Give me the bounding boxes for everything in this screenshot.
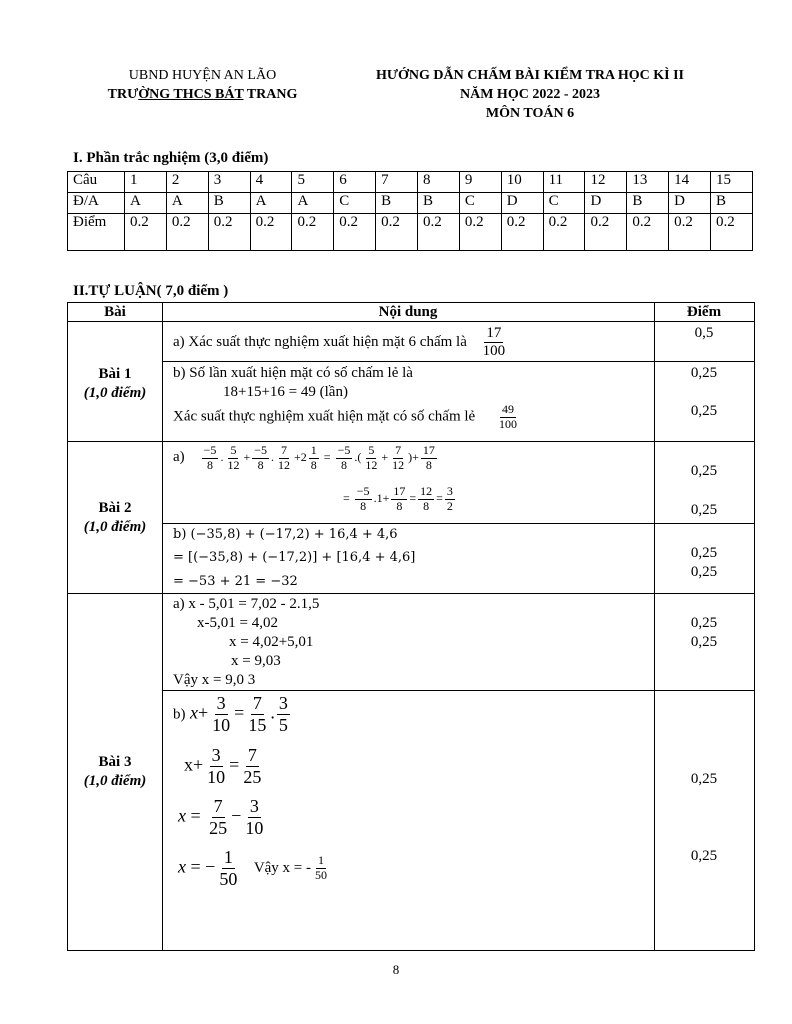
header-right bbox=[330, 66, 730, 123]
col-divider bbox=[162, 303, 163, 950]
bai3-b-line1: b) x+ $\frac{3}{10}$ = $\frac{7}{15}$ . $\frac{3}{5}$ bbox=[173, 693, 288, 735]
bai3-a-line3: x = 4,02+5,01 bbox=[229, 634, 314, 650]
bai3-a-line5: Vậy x = 9,0 3 bbox=[173, 672, 256, 688]
bai2-b-line3: = −53 + 21 = −32 bbox=[173, 574, 298, 589]
q-cell: 8 bbox=[418, 172, 460, 193]
p-cell: 0.2 bbox=[501, 214, 543, 251]
q-cell: 13 bbox=[627, 172, 669, 193]
bai3-b-line2: x+ $\frac{3}{10}$ = $\frac{7}{25}$ bbox=[184, 745, 262, 787]
essay-table bbox=[67, 302, 755, 951]
p-cell: 0.2 bbox=[669, 214, 711, 251]
bai3-a-line1: a) x - 5,01 = 7,02 - 2.1,5 bbox=[173, 596, 320, 612]
a-cell: A bbox=[250, 193, 292, 214]
q-cell: 14 bbox=[669, 172, 711, 193]
col-header-noidung: Nội dung bbox=[378, 304, 438, 320]
bai1-a-score: 0,5 bbox=[694, 325, 714, 341]
bai2-b-score1: 0,25 bbox=[690, 545, 718, 561]
row-divider bbox=[68, 441, 754, 442]
bai3-b-score2: 0,25 bbox=[690, 848, 718, 864]
bai1-b-score1: 0,25 bbox=[690, 365, 718, 381]
a-cell: D bbox=[585, 193, 627, 214]
p-cell: 0.2 bbox=[711, 214, 753, 251]
section1-title: I. Phần trắc nghiệm (3,0 điểm) bbox=[73, 150, 269, 166]
q-cell: 4 bbox=[250, 172, 292, 193]
header-right-line1: HƯỚNG DẪN CHẤM BÀI KIỂM TRA HỌC KÌ II bbox=[375, 68, 685, 83]
row-divider bbox=[162, 361, 754, 362]
p-cell: 0.2 bbox=[166, 214, 208, 251]
p-cell: 0.2 bbox=[543, 214, 585, 251]
page-number: 8 bbox=[392, 962, 400, 977]
a-cell: D bbox=[501, 193, 543, 214]
row-divider bbox=[68, 593, 754, 594]
row-divider bbox=[68, 321, 754, 322]
expr: $\frac{-5}{8}$ . $\frac{5}{12}$ + $\frac{-5}{8}$ . $\frac{7}{12}$ +2 $\frac{1}{8}$ = $\frac{-5}{8}$ .( $\frac{5}{12}$ + $\frac{7}{12}$ )+ $\frac{17}{8}$ bbox=[203, 443, 435, 472]
a-cell: B bbox=[627, 193, 669, 214]
q-cell: 12 bbox=[585, 172, 627, 193]
bai2-b-line1: b) (−35,8) + (−17,2) + 16,4 + 4,6 bbox=[173, 527, 398, 542]
row-divider bbox=[162, 690, 754, 691]
q-cell: 2 bbox=[166, 172, 208, 193]
p-cell: 0.2 bbox=[292, 214, 334, 251]
bai3-b-line3: x = $\frac{7}{25}$ − $\frac{3}{10}$ bbox=[178, 796, 264, 838]
col-header-diem: Điểm bbox=[686, 304, 722, 320]
bai3-a-line2: x-5,01 = 4,02 bbox=[197, 615, 278, 631]
p-cell: 0.2 bbox=[376, 214, 418, 251]
bai3-a-score2: 0,25 bbox=[690, 634, 718, 650]
a-cell: B bbox=[376, 193, 418, 214]
p-cell: 0.2 bbox=[459, 214, 501, 251]
q-cell: 15 bbox=[711, 172, 753, 193]
q-cell: 1 bbox=[125, 172, 167, 193]
bai1-label: Bài 1 (1,0 điểm) bbox=[83, 366, 147, 401]
a-cell: A bbox=[166, 193, 208, 214]
bai1-a: a) Xác suất thực nghiệm xuất hiện mặt 6 chấm là $\frac{17}{100}$ bbox=[173, 325, 506, 360]
fraction: $\frac{17}{100}$ bbox=[482, 325, 506, 360]
a-cell: B bbox=[208, 193, 250, 214]
a-cell: C bbox=[334, 193, 376, 214]
p-cell: 0.2 bbox=[627, 214, 669, 251]
p-cell: 0.2 bbox=[125, 214, 167, 251]
row-divider bbox=[162, 523, 754, 524]
p-cell: 0.2 bbox=[585, 214, 627, 251]
bai2-b-score2: 0,25 bbox=[690, 564, 718, 580]
bai2-a-score1: 0,25 bbox=[690, 463, 718, 479]
a-cell: D bbox=[669, 193, 711, 214]
question-row bbox=[68, 172, 753, 193]
a-cell: B bbox=[418, 193, 460, 214]
col-header-bai: Bài bbox=[104, 304, 126, 320]
bai3-a-line4: x = 9,03 bbox=[231, 653, 281, 669]
bai1-b-line3: Xác suất thực nghiệm xuất hiện mặt có số chấm lẻ $\frac{49}{100}$ bbox=[173, 402, 517, 431]
multiple-choice-table bbox=[67, 171, 753, 251]
answer-row bbox=[68, 193, 753, 214]
bai3-b-score1: 0,25 bbox=[690, 771, 718, 787]
p-cell: 0.2 bbox=[418, 214, 460, 251]
fraction: $\frac{49}{100}$ bbox=[498, 402, 517, 431]
q-cell: 11 bbox=[543, 172, 585, 193]
bai3-b-line4: x = − $\frac{1}{50}$ Vậy x = - $\frac{1}{50}$ bbox=[178, 847, 328, 889]
bai1-b-score2: 0,25 bbox=[690, 403, 718, 419]
header-left-line1: UBND HUYỆN AN LÃO bbox=[128, 68, 277, 83]
bai2-a-line2: = $\frac{-5}{8}$ .1+ $\frac{17}{8}$ = $\frac{12}{8}$ = $\frac{3}{2}$ bbox=[343, 484, 453, 513]
header-right-line3: MÔN TOÁN 6 bbox=[485, 106, 575, 121]
points-row bbox=[68, 214, 753, 251]
row-label-diem: Điểm bbox=[68, 214, 125, 251]
q-cell: 5 bbox=[292, 172, 334, 193]
bai2-label: Bài 2 (1,0 điểm) bbox=[83, 500, 147, 535]
bai2-b-line2: = [(−35,8) + (−17,2)] + [16,4 + 4,6] bbox=[173, 550, 416, 565]
header-left bbox=[100, 66, 305, 104]
a-cell: B bbox=[711, 193, 753, 214]
bai1-b-line1: b) Số lần xuất hiện mặt có số chấm lẻ là bbox=[173, 365, 413, 381]
a-cell: C bbox=[543, 193, 585, 214]
bai3-a-score1: 0,25 bbox=[690, 615, 718, 631]
bai2-a-score2: 0,25 bbox=[690, 502, 718, 518]
a-cell: A bbox=[125, 193, 167, 214]
p-cell: 0.2 bbox=[250, 214, 292, 251]
p-cell: 0.2 bbox=[208, 214, 250, 251]
q-cell: 9 bbox=[459, 172, 501, 193]
a-cell: C bbox=[459, 193, 501, 214]
q-cell: 7 bbox=[376, 172, 418, 193]
header-right-line2: NĂM HỌC 2022 - 2023 bbox=[460, 87, 600, 102]
section2-title: II.TỰ LUẬN( 7,0 điểm ) bbox=[73, 283, 229, 299]
p-cell: 0.2 bbox=[334, 214, 376, 251]
bai1-b-line2: 18+15+16 = 49 (lần) bbox=[223, 384, 348, 400]
q-cell: 10 bbox=[501, 172, 543, 193]
bai2-a-line1: a) $\frac{-5}{8}$ . $\frac{5}{12}$ + $\frac{-5}{8}$ . $\frac{7}{12}$ +2 $\frac{1}{8}$ = $\frac{-5}{8}$ .( $\frac{5}{12}$ + $\frac{7}{12}$ )+ $\frac{17}{8}$ bbox=[173, 444, 439, 473]
q-cell: 6 bbox=[334, 172, 376, 193]
row-label-da: Đ/A bbox=[68, 193, 125, 214]
row-label-cau: Câu bbox=[68, 172, 125, 193]
q-cell: 3 bbox=[208, 172, 250, 193]
bai3-label: Bài 3 (1,0 điểm) bbox=[83, 754, 147, 789]
header-left-line2: TRƯỜNG THCS BÁT TRANG bbox=[107, 87, 298, 102]
a-cell: A bbox=[292, 193, 334, 214]
